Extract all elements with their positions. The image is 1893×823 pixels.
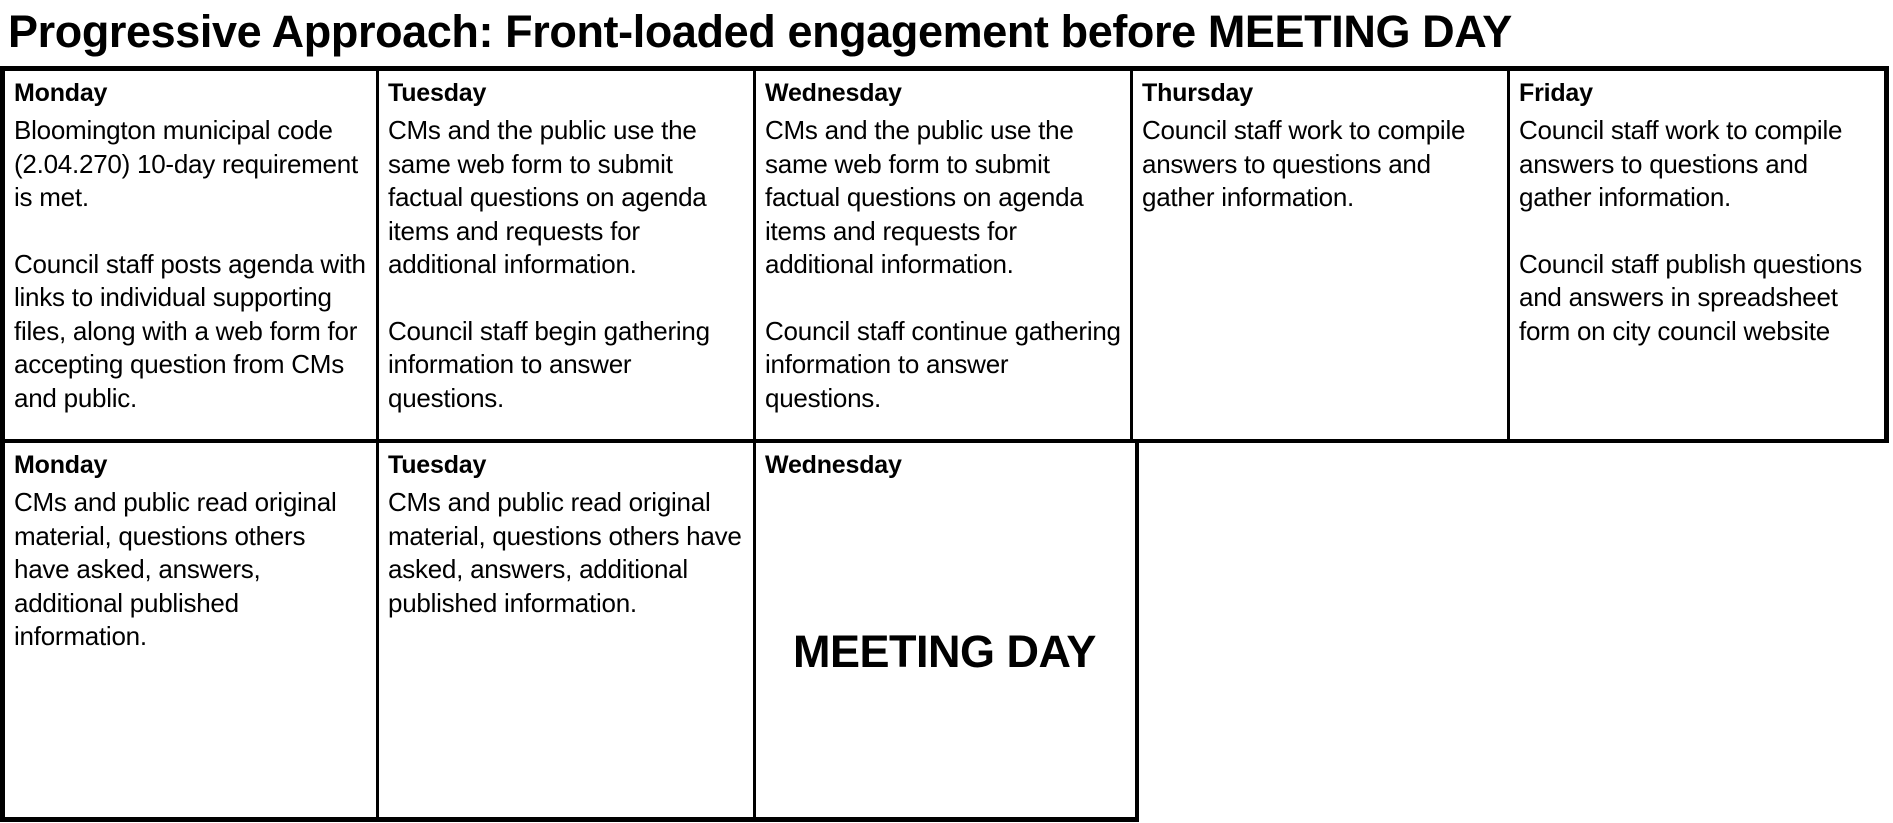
- day-label-tuesday: Tuesday: [388, 451, 487, 479]
- cell-paragraph: Council staff work to compile answers to questions and gather information.: [1519, 115, 1843, 212]
- cell-body: [388, 484, 744, 620]
- weekly-schedule-table: [0, 66, 1889, 822]
- cell-paragraph: Bloomington municipal code (2.04.270) 10-day requirement is met.: [14, 115, 358, 212]
- day-label-friday: Friday: [1519, 79, 1593, 107]
- cell-week1-wednesday[interactable]: [756, 71, 1133, 439]
- cell-paragraph: Council staff work to compile answers to questions and gather information.: [1142, 115, 1466, 212]
- cell-paragraph: Council staff begin gathering information to answer questions.: [388, 315, 710, 413]
- table-row-week-2: [0, 443, 1139, 822]
- cell-week2-wednesday[interactable]: [756, 443, 1133, 817]
- cell-week1-thursday[interactable]: [1133, 71, 1510, 439]
- cell-week1-friday[interactable]: [1510, 71, 1887, 439]
- cell-paragraph: Council staff posts agenda with links to individual supporting files, along with a web form for accepting question from CMs and public.: [14, 248, 366, 413]
- cell-paragraph: CMs and the public use the same web form to submit factual questions on agenda items and requests for additional information.: [765, 115, 1084, 279]
- meeting-day-highlight: MEETING DAY: [793, 626, 1096, 677]
- day-label-monday: Monday: [14, 79, 108, 107]
- cell-week1-monday[interactable]: [5, 71, 379, 439]
- page-title: Progressive Approach: Front-loaded engagement before MEETING DAY: [8, 6, 1512, 57]
- cell-body: [1519, 112, 1878, 348]
- cell-paragraph: Council staff publish questions and answers in spreadsheet form on city council website: [1519, 248, 1862, 346]
- cell-body: [388, 112, 744, 415]
- cell-paragraph: CMs and public read original material, questions others have asked, answers, additional published information.: [14, 487, 337, 651]
- cell-paragraph: CMs and the public use the same web form to submit factual questions on agenda items and requests for additional information.: [388, 115, 707, 279]
- day-label-thursday: Thursday: [1142, 79, 1253, 107]
- day-label-monday: Monday: [14, 451, 108, 479]
- cell-body: [765, 112, 1121, 415]
- table-row-week-1: [0, 66, 1889, 443]
- cell-paragraph: Council staff continue gathering information to answer questions.: [765, 315, 1121, 413]
- day-label-wednesday: Wednesday: [765, 451, 902, 479]
- cell-body: [1142, 112, 1498, 215]
- cell-body: [14, 112, 367, 415]
- cell-week2-tuesday[interactable]: [379, 443, 756, 817]
- cell-body: [14, 484, 367, 654]
- day-label-wednesday: Wednesday: [765, 79, 902, 107]
- cell-paragraph: CMs and public read original material, questions others have asked, answers, additional published information.: [388, 487, 742, 618]
- day-label-tuesday: Tuesday: [388, 79, 487, 107]
- cell-week1-tuesday[interactable]: [379, 71, 756, 439]
- cell-week2-monday[interactable]: [5, 443, 379, 817]
